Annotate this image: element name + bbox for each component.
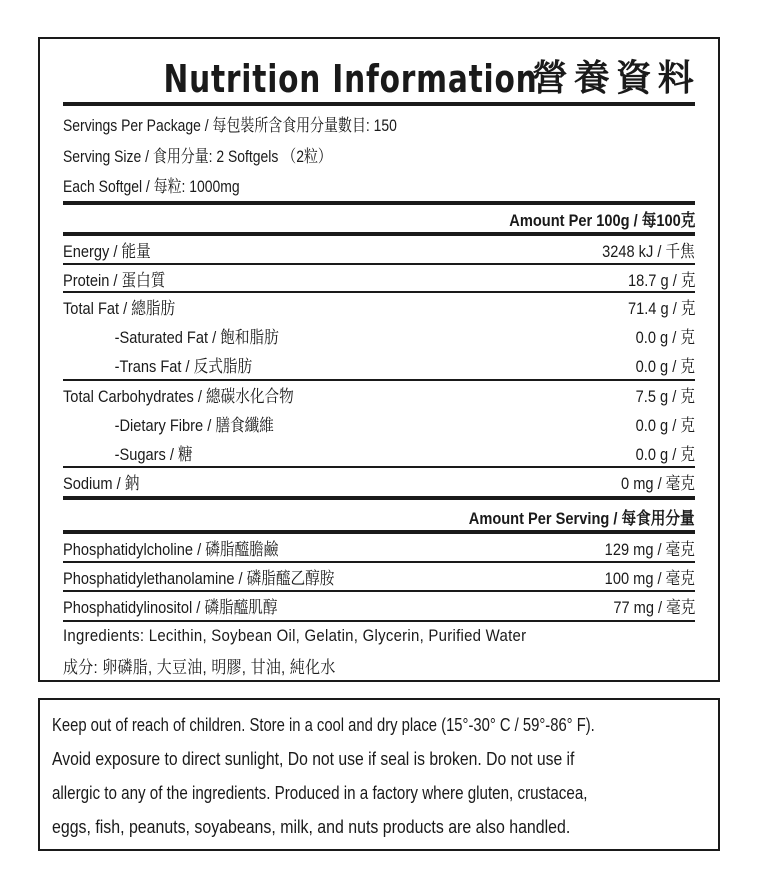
amount-per-serving-header: Amount Per Serving / 每食用分量	[469, 508, 695, 528]
row-divider	[63, 620, 695, 622]
ingredients-english: Ingredients: Lecithin, Soybean Oil, Gelatin, Glycerin, Purified Water	[63, 626, 527, 645]
title-chinese: 營養資料	[531, 58, 700, 99]
serving-row-phosphatidylcholine: Phosphatidylcholine / 磷脂醯膽鹼 129 mg / 毫克	[63, 540, 695, 559]
title-english: Nutrition Information	[163, 57, 538, 101]
serving-size: Serving Size / 食用分量: 2 Softgels （2粒）	[63, 146, 332, 166]
row-divider	[63, 561, 695, 563]
warning-panel	[38, 698, 720, 851]
each-softgel: Each Softgel / 每粒: 1000mg	[63, 176, 240, 196]
amount-per-100g-header: Amount Per 100g / 每100克	[508, 210, 695, 230]
warning-line: Avoid exposure to direct sunlight, Do not use if seal is broken. Do not use if	[52, 748, 575, 769]
page-title	[63, 49, 700, 101]
serving-row-phosphatidylinositol: Phosphatidylinositol / 磷脂醯肌醇 77 mg / 毫克	[63, 598, 695, 617]
row-divider	[63, 379, 695, 381]
sodium-rule	[63, 496, 695, 500]
row-divider	[63, 466, 695, 468]
nutrient-row-total-carbohydrates: Total Carbohydrates / 總碳水化合物 7.5 g / 克	[63, 387, 695, 406]
nutrient-row-energy: Energy / 能量 3248 kJ / 千焦	[63, 242, 695, 261]
warning-line: allergic to any of the ingredients. Produced in a factory where gluten, crustacea,	[52, 782, 588, 803]
nutrient-row-dietary-fibre: -Dietary Fibre / 膳食纖維 0.0 g / 克	[114, 416, 695, 435]
serving-header-rule	[63, 530, 695, 534]
title-rule	[63, 102, 695, 106]
serving-row-phosphatidylethanolamine: Phosphatidylethanolamine / 磷脂醯乙醇胺 100 mg / 毫克	[63, 569, 695, 588]
nutrient-row-protein: Protein / 蛋白質 18.7 g / 克	[63, 271, 695, 290]
nutrient-row-sodium: Sodium / 鈉 0 mg / 毫克	[63, 474, 695, 493]
nutrient-row-saturated-fat: -Saturated Fat / 飽和脂肪 0.0 g / 克	[114, 328, 695, 347]
servings-rule	[63, 201, 695, 205]
header-rule	[63, 232, 695, 236]
nutrient-row-total-fat: Total Fat / 總脂肪 71.4 g / 克	[63, 299, 695, 318]
servings-per-package: Servings Per Package / 每包裝所含食用分量數目: 150	[63, 115, 397, 135]
warning-line: Keep out of reach of children. Store in a cool and dry place (15°-30° C / 59°-86° F).	[52, 714, 595, 735]
row-divider	[63, 263, 695, 265]
row-divider	[63, 291, 695, 293]
nutrient-row-sugars: -Sugars / 糖 0.0 g / 克	[114, 445, 695, 464]
warning-line: eggs, fish, peanuts, soyabeans, milk, and nuts products are also handled.	[52, 816, 571, 837]
nutrient-row-trans-fat: -Trans Fat / 反式脂肪 0.0 g / 克	[114, 357, 695, 376]
ingredients-chinese: 成分: 卵磷脂, 大豆油, 明膠, 甘油, 純化水	[63, 658, 336, 677]
nutrition-panel	[38, 37, 720, 682]
warning-text	[52, 708, 708, 844]
row-divider	[63, 590, 695, 592]
